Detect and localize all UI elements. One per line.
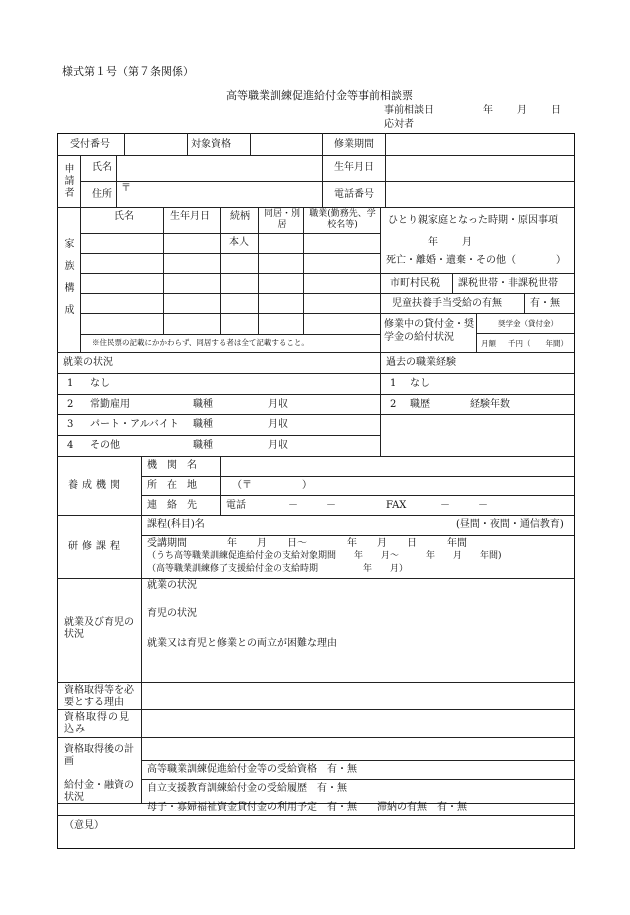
applicant-phone-label: 電話番号 [334,189,374,200]
work-situation-label: 就業の状況 [147,580,197,591]
past-row-2-label: 職歴 [410,399,430,410]
family-note: ※住民票の記載にかかわらず、同居する者は全て記載すること。 [92,338,309,347]
benefit-line-2: 自立支援教育訓練給付金の受給履歴 有・無 [147,783,347,794]
applicant-address-label: 住所 [92,189,112,200]
situation-section-label: 就業及び育児の状況 [64,617,134,640]
institution-name-label: 機 関 名 [147,460,197,471]
consult-month-label: 月 [517,105,527,116]
emp-row-1-label: なし [90,378,110,389]
family-col-birth: 生年月日 [170,211,210,222]
benefits-section-label: 給付金・融資の状況 [64,780,134,803]
consult-year-label: 年 [483,105,493,116]
form-table [57,133,575,849]
course-time-options: (昼間・夜間・通信教育) [456,519,564,530]
after-plan-label: 資格取得後の計画 [64,744,134,767]
course-name-label: 課程(科目)名 [147,519,205,530]
emp-row-1-no: 1 [67,378,74,389]
postal-mark: 〒 [121,183,131,194]
single-parent-year: 年 [428,237,438,248]
emp-row-4-label: その他 [90,440,120,451]
benefit-line-1: 高等職業訓練促進給付金等の受給資格 有・無 [147,764,357,775]
past-row-2-no: 2 [390,399,397,410]
outlook-label: 資格取得の見込み [64,712,130,735]
institution-contact-label: 連 絡 先 [147,500,197,511]
childcare-situation-label: 育児の状況 [147,608,197,619]
loan-label: 修業中の貸付金・奨学金の給付状況 [384,319,474,343]
consult-date-label: 事前相談日 [384,105,434,116]
institution-section-label: 養成機関 [68,480,124,491]
emp-row-3-job: 職種 [193,419,213,430]
phone-dash-1: － [288,500,298,511]
cause-options: 死亡・離婚・遺棄・その他（ ） [386,255,566,266]
current-employment-label: 就業の状況 [63,357,113,368]
past-row-1-no: 1 [390,378,397,389]
emp-row-3-no: 3 [67,419,74,430]
family-self-label: 本人 [229,237,249,248]
child-allowance-yes-no: 有・無 [530,298,560,309]
emp-row-2-label: 常勤雇用 [90,399,130,410]
emp-row-4-income: 月収 [268,440,288,451]
form-number: 様式第１号（第７条関係） [62,65,194,78]
course-period-line-3: （高等職業訓練修了支援給付金の支給時期 年 月） [147,564,409,574]
emp-row-2-no: 2 [67,399,74,410]
responder-label: 応対者 [384,119,414,130]
scholarship-label: 奨学金（貸付金） [498,319,558,328]
fax-dash-2: － [478,500,488,511]
thousand-yen-label: 千円（ 年間） [508,339,568,348]
single-parent-month: 月 [462,237,472,248]
emp-row-4-no: 4 [67,440,74,451]
family-col-cohabit: 同居・別居 [263,209,300,230]
past-employment-label: 過去の職業経験 [386,357,456,368]
past-row-2-extra: 経験年数 [470,399,510,410]
emp-row-3-label: パート・アルバイト [90,419,179,430]
family-col-occupation: 職業(勤務先、学校名等) [309,209,376,230]
institution-fax-label: FAX [386,500,407,511]
study-period-label: 修業期間 [334,139,374,150]
family-col-name: 氏名 [114,211,134,222]
tax-label: 市町村民税 [390,278,440,289]
benefit-line-3: 母子・寡婦福祉資金貸付金の利用予定 有・無 滞納の有無 有・無 [147,802,467,813]
opinion-label: （意見） [64,820,104,831]
course-period-line-1: 受講期間 年 月 日～ 年 月 日 年間 [147,538,467,549]
emp-row-2-job: 職種 [193,399,213,410]
course-period-line-2: （うち高等職業訓練促進給付金の支給対象期間 年 月～ 年 月 年間) [147,551,502,561]
family-col-relation: 続柄 [230,211,250,222]
family-section-label: 家族構成 [62,238,73,326]
emp-row-3-income: 月収 [268,419,288,430]
institution-address-label: 所 在 地 [147,480,197,491]
single-parent-label: ひとり親家庭となった時期・原因事項 [388,215,558,226]
difficulty-reason-label: 就業又は育児と修業との両立が困難な理由 [147,638,337,649]
reason-label: 資格取得等を必要とする理由 [64,685,134,708]
course-section-label: 研修課程 [68,541,124,552]
past-row-1-label: なし [410,378,430,389]
phone-dash-2: － [326,500,336,511]
emp-row-4-job: 職種 [193,440,213,451]
form-title: 高等職業訓練促進給付金等事前相談票 [226,89,413,102]
monthly-label: 月額 [481,339,496,348]
tax-options: 課税世帯・非課税世帯 [458,278,558,289]
institution-address-value: （〒 ） [232,480,312,491]
institution-phone-label: 電話 [226,500,246,511]
child-allowance-label: 児童扶養手当受給の有無 [392,298,502,309]
fax-dash-1: － [440,500,450,511]
emp-row-2-income: 月収 [268,399,288,410]
applicant-name-label: 氏名 [92,162,112,173]
applicant-birth-label: 生年月日 [334,162,374,173]
applicant-section-label: 申請者 [62,163,73,199]
reception-number-label: 受付番号 [70,139,110,150]
qualification-label: 対象資格 [191,139,231,150]
consult-day-label: 日 [551,105,561,116]
